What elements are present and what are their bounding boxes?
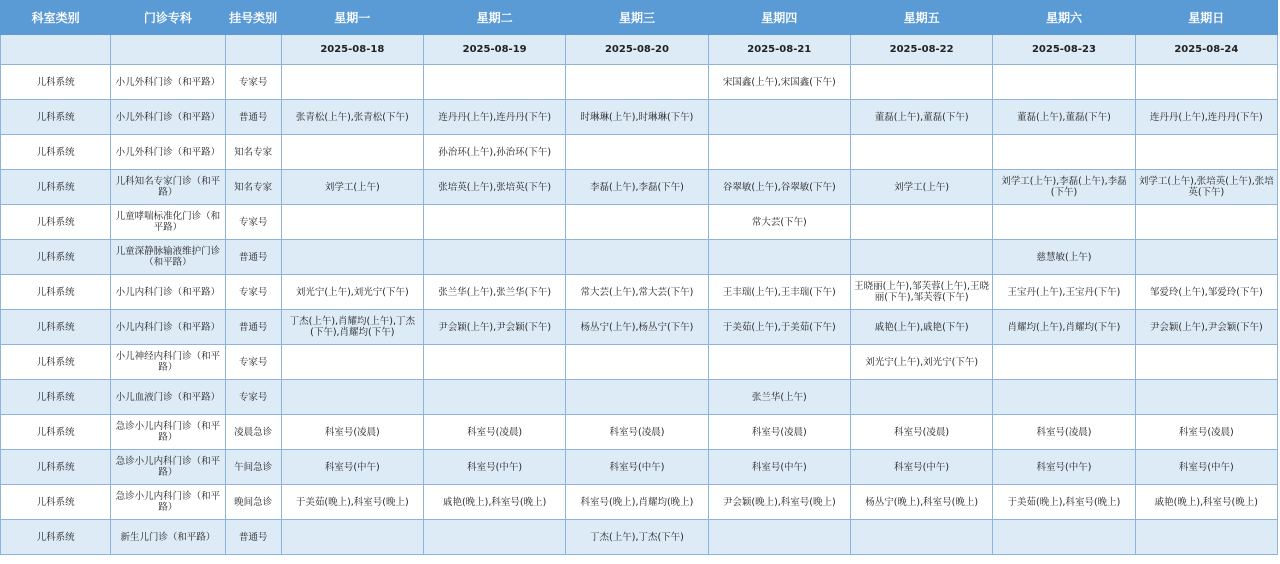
day-cell: 董磊(上午),董磊(下午) xyxy=(993,100,1135,135)
day-cell: 董磊(上午),董磊(下午) xyxy=(850,100,992,135)
reg-type-cell: 专家号 xyxy=(225,275,281,310)
day-cell xyxy=(993,205,1135,240)
day-cell: 科室号(凌晨) xyxy=(993,415,1135,450)
reg-type-cell: 专家号 xyxy=(225,65,281,100)
day-cell: 科室号(凌晨) xyxy=(708,415,850,450)
dept-cell: 儿科系统 xyxy=(1,520,111,555)
date-empty xyxy=(225,35,281,65)
day-cell: 科室号(凌晨) xyxy=(423,415,565,450)
day-cell: 邹爱玲(上午),邹爱玲(下午) xyxy=(1135,275,1277,310)
clinic-cell: 小儿神经内科门诊（和平路） xyxy=(111,345,225,380)
reg-type-cell: 凌晨急诊 xyxy=(225,415,281,450)
dept-cell: 儿科系统 xyxy=(1,205,111,240)
day-cell: 王宝丹(上午),王宝丹(下午) xyxy=(993,275,1135,310)
day-cell: 科室号(凌晨) xyxy=(850,415,992,450)
schedule-body xyxy=(1,65,1278,555)
day-cell xyxy=(566,205,708,240)
day-cell xyxy=(708,345,850,380)
day-cell: 连丹丹(上午),连丹丹(下午) xyxy=(423,100,565,135)
day-cell xyxy=(281,65,423,100)
day-cell xyxy=(1135,240,1277,275)
day-cell xyxy=(423,240,565,275)
date-empty xyxy=(111,35,225,65)
table-row xyxy=(1,485,1278,520)
day-cell: 科室号(中午) xyxy=(1135,450,1277,485)
table-row xyxy=(1,415,1278,450)
day-cell: 王丰瑞(上午),王丰瑞(下午) xyxy=(708,275,850,310)
day-cell xyxy=(993,345,1135,380)
day-cell: 刘光宁(上午),刘光宁(下午) xyxy=(281,275,423,310)
day-cell xyxy=(708,100,850,135)
day-cell: 科室号(晚上),肖耀均(晚上) xyxy=(566,485,708,520)
day-cell: 科室号(中午) xyxy=(423,450,565,485)
dept-cell: 儿科系统 xyxy=(1,380,111,415)
reg-type-cell: 午间急诊 xyxy=(225,450,281,485)
day-cell: 科室号(中午) xyxy=(708,450,850,485)
clinic-cell: 小儿内科门诊（和平路） xyxy=(111,310,225,345)
reg-type-cell: 普通号 xyxy=(225,240,281,275)
header-sun: 星期日 xyxy=(1135,1,1277,35)
header-clinic: 门诊专科 xyxy=(111,1,225,35)
day-cell xyxy=(993,520,1135,555)
day-cell xyxy=(281,520,423,555)
clinic-cell: 儿童深静脉输液维护门诊（和平路） xyxy=(111,240,225,275)
date-wed: 2025-08-20 xyxy=(566,35,708,65)
day-cell xyxy=(850,205,992,240)
day-cell: 于美茹(晚上),科室号(晚上) xyxy=(281,485,423,520)
clinic-cell: 小儿外科门诊（和平路） xyxy=(111,100,225,135)
dept-cell: 儿科系统 xyxy=(1,170,111,205)
dept-cell: 儿科系统 xyxy=(1,485,111,520)
dept-cell: 儿科系统 xyxy=(1,450,111,485)
day-cell xyxy=(708,240,850,275)
day-cell: 于美茹(上午),于美茹(下午) xyxy=(708,310,850,345)
dept-cell: 儿科系统 xyxy=(1,135,111,170)
day-cell xyxy=(993,135,1135,170)
day-cell xyxy=(423,205,565,240)
day-cell: 孙治环(上午),孙治环(下午) xyxy=(423,135,565,170)
header-fri: 星期五 xyxy=(850,1,992,35)
clinic-cell: 急诊小儿内科门诊（和平路） xyxy=(111,485,225,520)
day-cell xyxy=(850,520,992,555)
day-cell: 张兰华(上午),张兰华(下午) xyxy=(423,275,565,310)
day-cell xyxy=(423,380,565,415)
day-cell: 戚艳(上午),戚艳(下午) xyxy=(850,310,992,345)
day-cell: 科室号(中午) xyxy=(281,450,423,485)
clinic-cell: 急诊小儿内科门诊（和平路） xyxy=(111,415,225,450)
clinic-cell: 小儿内科门诊（和平路） xyxy=(111,275,225,310)
day-cell: 丁杰(上午),肖耀均(上午),丁杰(下午),肖耀均(下午) xyxy=(281,310,423,345)
day-cell xyxy=(708,520,850,555)
table-row xyxy=(1,65,1278,100)
day-cell: 尹会颖(上午),尹会颖(下午) xyxy=(423,310,565,345)
day-cell: 刘光宁(上午),刘光宁(下午) xyxy=(850,345,992,380)
day-cell: 科室号(凌晨) xyxy=(1135,415,1277,450)
date-mon: 2025-08-18 xyxy=(281,35,423,65)
reg-type-cell: 专家号 xyxy=(225,205,281,240)
clinic-cell: 小儿外科门诊（和平路） xyxy=(111,135,225,170)
date-tue: 2025-08-19 xyxy=(423,35,565,65)
day-cell: 李磊(上午),李磊(下午) xyxy=(566,170,708,205)
day-cell xyxy=(281,345,423,380)
dept-cell: 儿科系统 xyxy=(1,415,111,450)
table-row xyxy=(1,100,1278,135)
day-cell xyxy=(281,240,423,275)
day-cell: 张培英(上午),张培英(下午) xyxy=(423,170,565,205)
day-cell xyxy=(708,135,850,170)
day-cell: 慈慧敏(上午) xyxy=(993,240,1135,275)
clinic-cell: 儿科知名专家门诊（和平路） xyxy=(111,170,225,205)
day-cell xyxy=(423,345,565,380)
day-cell xyxy=(1135,205,1277,240)
day-cell xyxy=(993,65,1135,100)
date-empty xyxy=(1,35,111,65)
day-cell xyxy=(1135,65,1277,100)
day-cell: 科室号(中午) xyxy=(850,450,992,485)
day-cell: 科室号(中午) xyxy=(566,450,708,485)
day-cell: 时琳琳(上午),时琳琳(下午) xyxy=(566,100,708,135)
dept-cell: 儿科系统 xyxy=(1,65,111,100)
header-type: 挂号类别 xyxy=(225,1,281,35)
header-thu: 星期四 xyxy=(708,1,850,35)
table-row xyxy=(1,205,1278,240)
dept-cell: 儿科系统 xyxy=(1,345,111,380)
day-cell xyxy=(566,240,708,275)
day-cell: 科室号(凌晨) xyxy=(281,415,423,450)
day-cell xyxy=(1135,135,1277,170)
day-cell: 刘学工(上午),李磊(上午),李磊(下午) xyxy=(993,170,1135,205)
table-row xyxy=(1,170,1278,205)
day-cell xyxy=(423,520,565,555)
day-cell: 于美茹(晚上),科室号(晚上) xyxy=(993,485,1135,520)
day-cell: 刘学工(上午) xyxy=(850,170,992,205)
day-cell: 王晓丽(上午),邹芙蓉(上午),王晓丽(下午),邹芙蓉(下午) xyxy=(850,275,992,310)
reg-type-cell: 知名专家 xyxy=(225,170,281,205)
day-cell xyxy=(850,135,992,170)
day-cell xyxy=(1135,345,1277,380)
reg-type-cell: 晚间急诊 xyxy=(225,485,281,520)
day-cell xyxy=(850,65,992,100)
clinic-cell: 儿童哮喘标准化门诊（和平路） xyxy=(111,205,225,240)
day-cell: 科室号(凌晨) xyxy=(566,415,708,450)
reg-type-cell: 专家号 xyxy=(225,380,281,415)
day-cell: 宋国鑫(上午),宋国鑫(下午) xyxy=(708,65,850,100)
date-sat: 2025-08-23 xyxy=(993,35,1135,65)
table-row xyxy=(1,310,1278,345)
dept-cell: 儿科系统 xyxy=(1,240,111,275)
day-cell: 科室号(中午) xyxy=(993,450,1135,485)
day-cell xyxy=(566,65,708,100)
dept-cell: 儿科系统 xyxy=(1,310,111,345)
day-cell: 常大芸(下午) xyxy=(708,205,850,240)
reg-type-cell: 专家号 xyxy=(225,345,281,380)
day-cell: 戚艳(晚上),科室号(晚上) xyxy=(423,485,565,520)
day-cell xyxy=(993,380,1135,415)
day-cell: 尹会颖(晚上),科室号(晚上) xyxy=(708,485,850,520)
day-cell: 刘学工(上午) xyxy=(281,170,423,205)
day-cell xyxy=(566,380,708,415)
header-wed: 星期三 xyxy=(566,1,708,35)
day-cell: 刘学工(上午),张培英(上午),张培英(下午) xyxy=(1135,170,1277,205)
day-cell: 杨丛宁(晚上),科室号(晚上) xyxy=(850,485,992,520)
reg-type-cell: 普通号 xyxy=(225,310,281,345)
clinic-cell: 小儿血液门诊（和平路） xyxy=(111,380,225,415)
day-cell: 戚艳(晚上),科室号(晚上) xyxy=(1135,485,1277,520)
header-row xyxy=(1,1,1278,35)
day-cell xyxy=(281,205,423,240)
table-row xyxy=(1,380,1278,415)
day-cell xyxy=(850,380,992,415)
table-row xyxy=(1,345,1278,380)
day-cell xyxy=(566,345,708,380)
day-cell xyxy=(281,135,423,170)
date-fri: 2025-08-22 xyxy=(850,35,992,65)
day-cell: 常大芸(上午),常大芸(下午) xyxy=(566,275,708,310)
day-cell xyxy=(1135,380,1277,415)
day-cell: 张青松(上午),张青松(下午) xyxy=(281,100,423,135)
header-dept: 科室类别 xyxy=(1,1,111,35)
table-row xyxy=(1,520,1278,555)
day-cell xyxy=(1135,520,1277,555)
table-row xyxy=(1,275,1278,310)
day-cell: 肖耀均(上午),肖耀均(下午) xyxy=(993,310,1135,345)
date-row xyxy=(1,35,1278,65)
clinic-cell: 新生儿门诊（和平路） xyxy=(111,520,225,555)
header-sat: 星期六 xyxy=(993,1,1135,35)
date-thu: 2025-08-21 xyxy=(708,35,850,65)
table-row xyxy=(1,135,1278,170)
table-row xyxy=(1,450,1278,485)
day-cell: 张兰华(上午) xyxy=(708,380,850,415)
clinic-cell: 小儿外科门诊（和平路） xyxy=(111,65,225,100)
reg-type-cell: 知名专家 xyxy=(225,135,281,170)
date-sun: 2025-08-24 xyxy=(1135,35,1277,65)
day-cell: 谷翠敏(上午),谷翠敏(下午) xyxy=(708,170,850,205)
day-cell xyxy=(566,135,708,170)
day-cell: 连丹丹(上午),连丹丹(下午) xyxy=(1135,100,1277,135)
day-cell: 丁杰(上午),丁杰(下午) xyxy=(566,520,708,555)
header-mon: 星期一 xyxy=(281,1,423,35)
day-cell xyxy=(423,65,565,100)
day-cell xyxy=(281,380,423,415)
day-cell: 杨丛宁(上午),杨丛宁(下午) xyxy=(566,310,708,345)
dept-cell: 儿科系统 xyxy=(1,275,111,310)
dept-cell: 儿科系统 xyxy=(1,100,111,135)
day-cell: 尹会颖(上午),尹会颖(下午) xyxy=(1135,310,1277,345)
clinic-cell: 急诊小儿内科门诊（和平路） xyxy=(111,450,225,485)
table-row xyxy=(1,240,1278,275)
reg-type-cell: 普通号 xyxy=(225,100,281,135)
header-tue: 星期二 xyxy=(423,1,565,35)
reg-type-cell: 普通号 xyxy=(225,520,281,555)
day-cell xyxy=(850,240,992,275)
